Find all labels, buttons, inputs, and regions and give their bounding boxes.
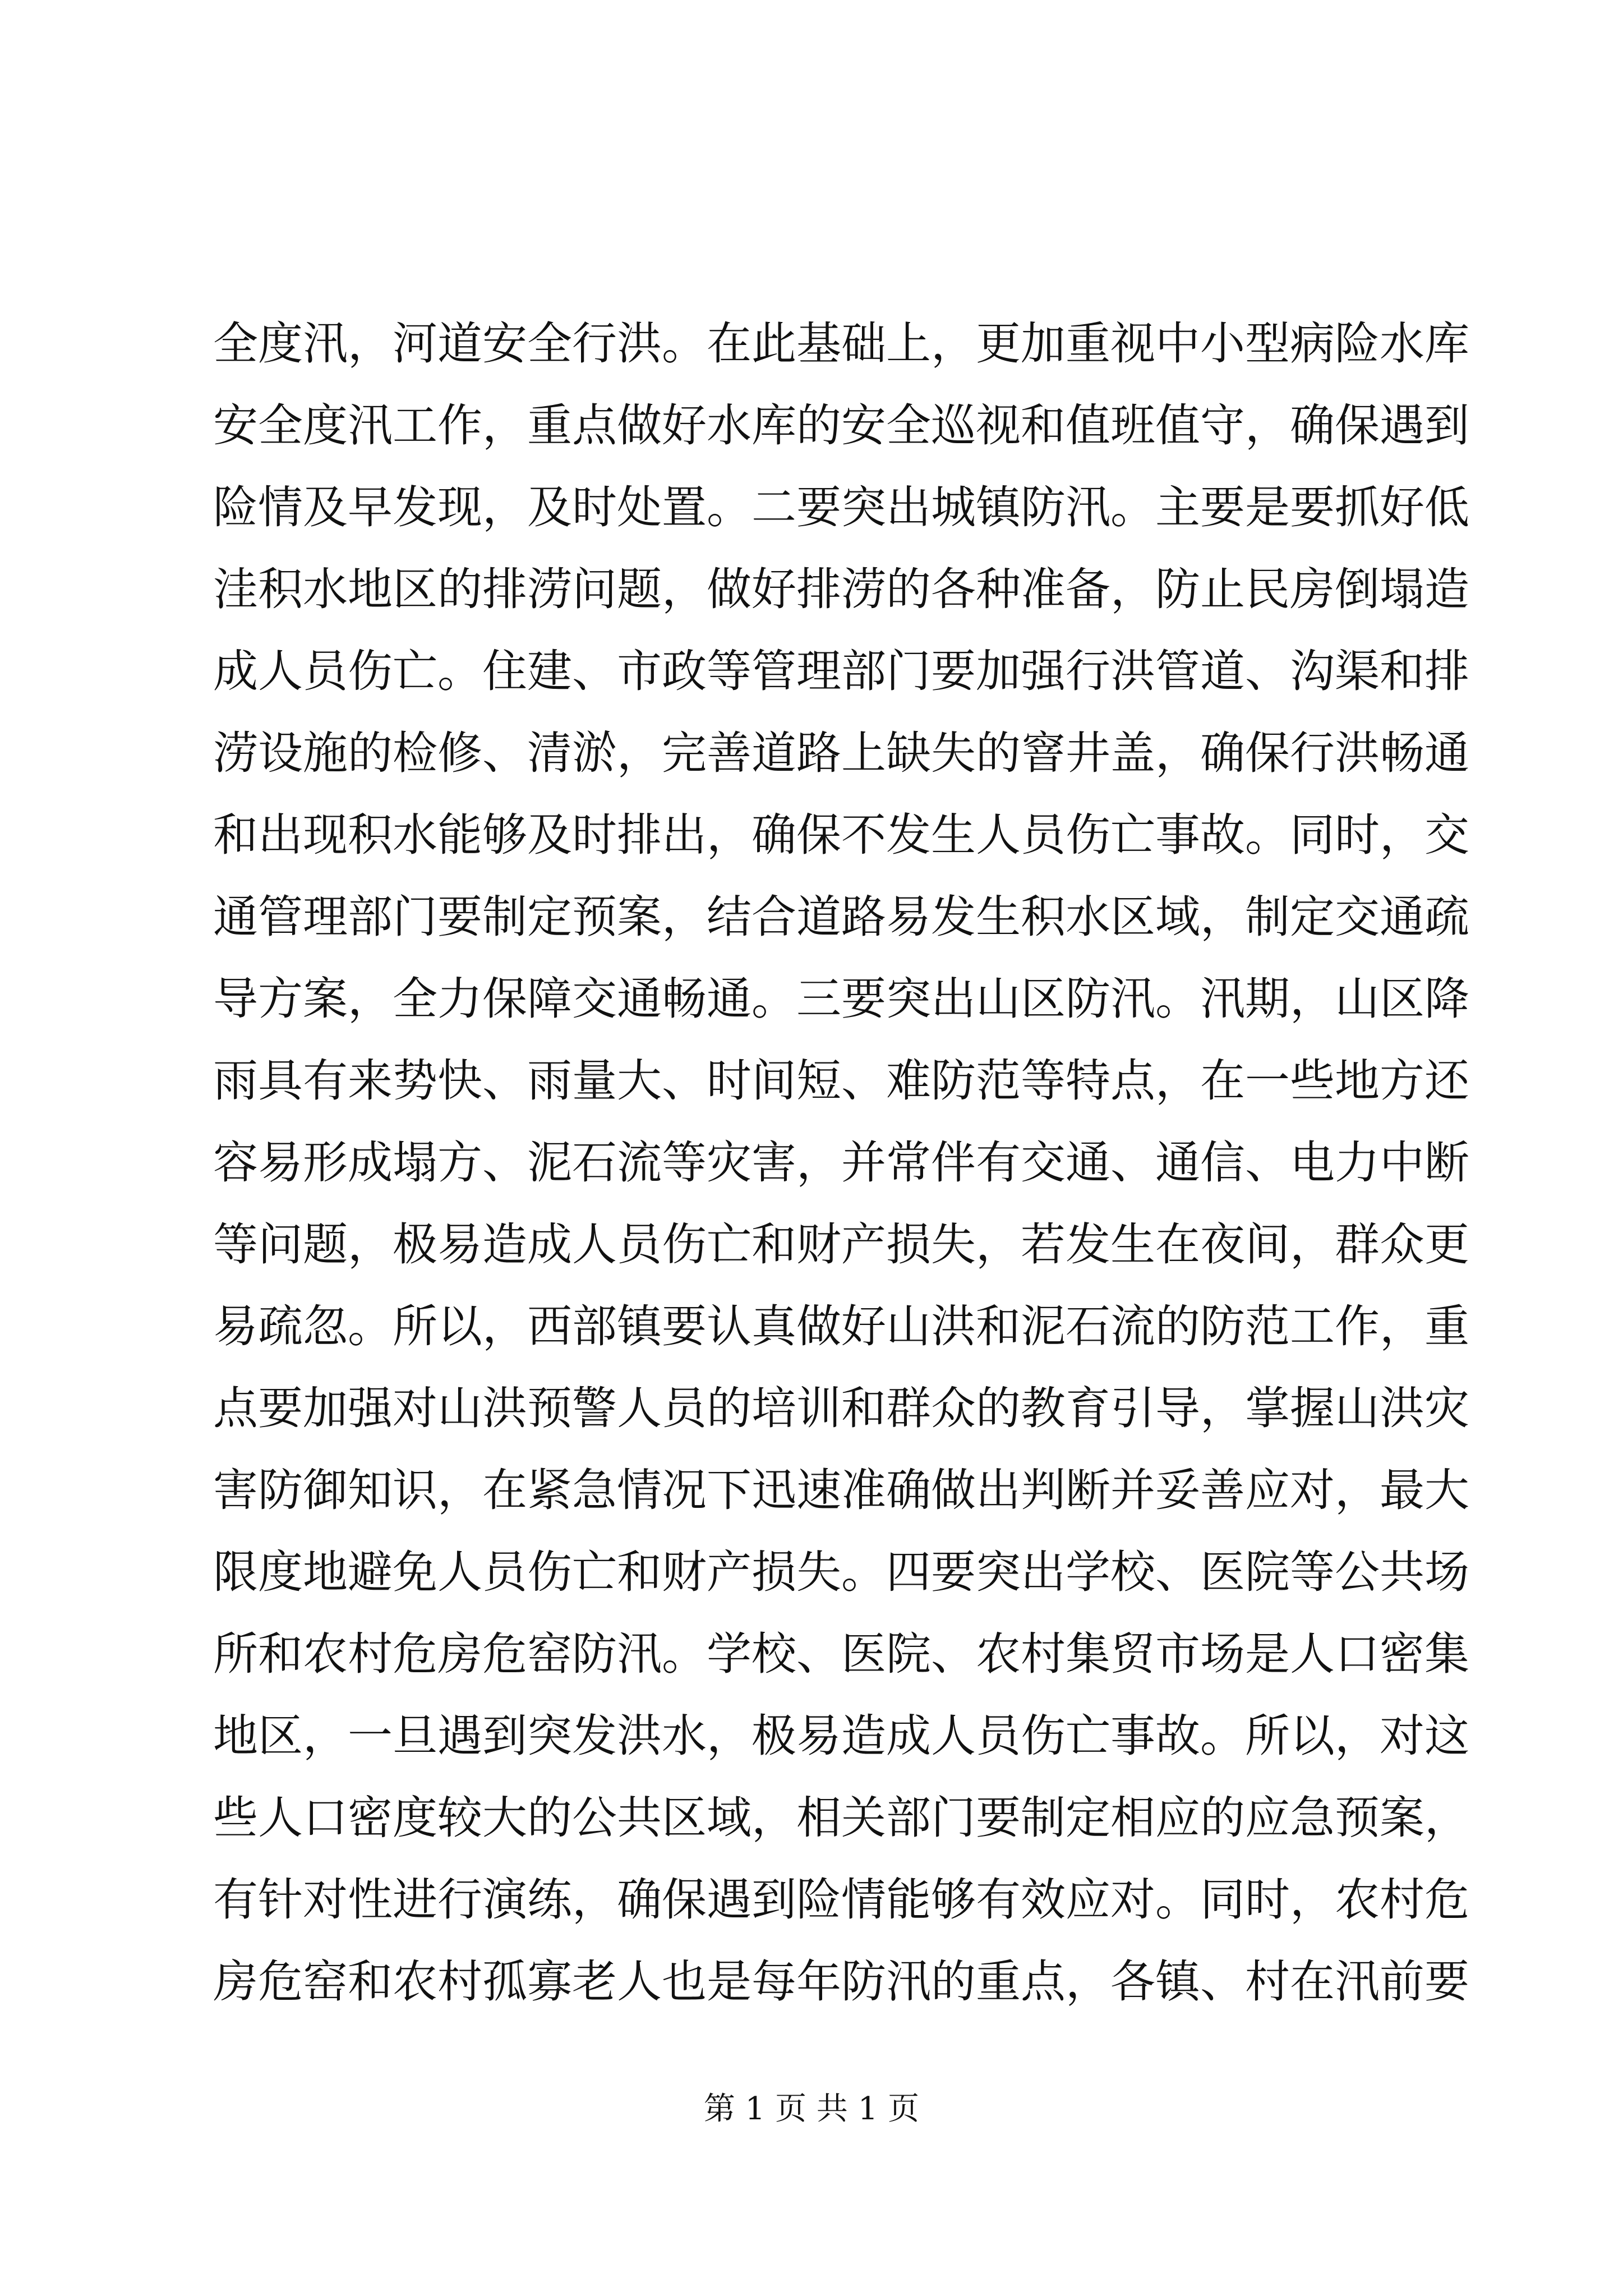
text-line: 雨具有来势快、雨量大、时间短、难防范等特点，在一些地方还 [213, 1055, 1469, 1107]
text-line: 险情及早发现，及时处置。二要突出城镇防汛。主要是要抓好低 [213, 481, 1469, 533]
text-line: 限度地避免人员伤亡和财产损失。四要突出学校、医院等公共场 [213, 1546, 1469, 1598]
text-line: 等问题，极易造成人员伤亡和财产损失，若发生在夜间，群众更 [213, 1218, 1469, 1271]
body-text [213, 303, 1469, 2023]
text-line: 涝设施的检修、清淤，完善道路上缺失的窨井盖，确保行洪畅通 [213, 727, 1469, 779]
text-line: 全度汛，河道安全行洪。在此基础上，更加重视中小型病险水库 [213, 318, 1469, 370]
text-line: 些人口密度较大的公共区域，相关部门要制定相应的应急预案， [213, 1792, 1469, 1844]
text-line: 有针对性进行演练，确保遇到险情能够有效应对。同时，农村危 [213, 1874, 1469, 1926]
page-number-footer: 第 1 页 共 1 页 [703, 2091, 920, 2127]
text-line: 容易形成塌方、泥石流等灾害，并常伴有交通、通信、电力中断 [213, 1137, 1469, 1189]
text-line: 房危窑和农村孤寡老人也是每年防汛的重点，各镇、村在汛前要 [213, 1955, 1469, 2008]
text-line: 地区，一旦遇到突发洪水，极易造成人员伤亡事故。所以，对这 [213, 1710, 1469, 1762]
text-line: 点要加强对山洪预警人员的培训和群众的教育引导，掌握山洪灾 [213, 1382, 1469, 1434]
text-line: 所和农村危房危窑防汛。学校、医院、农村集贸市场是人口密集 [213, 1628, 1469, 1680]
text-line: 导方案，全力保障交通畅通。三要突出山区防汛。汛期，山区降 [213, 973, 1469, 1025]
text-line: 通管理部门要制定预案，结合道路易发生积水区域，制定交通疏 [213, 891, 1469, 943]
text-line: 洼积水地区的排涝问题，做好排涝的各种准备，防止民房倒塌造 [213, 563, 1469, 615]
text-line: 安全度汛工作，重点做好水库的安全巡视和值班值守，确保遇到 [213, 399, 1469, 452]
text-line: 和出现积水能够及时排出，确保不发生人员伤亡事故。同时，交 [213, 809, 1469, 861]
text-line: 易疏忽。所以，西部镇要认真做好山洪和泥石流的防范工作，重 [213, 1300, 1469, 1352]
text-line: 成人员伤亡。住建、市政等管理部门要加强行洪管道、沟渠和排 [213, 645, 1469, 697]
text-line: 害防御知识，在紧急情况下迅速准确做出判断并妥善应对，最大 [213, 1464, 1469, 1516]
